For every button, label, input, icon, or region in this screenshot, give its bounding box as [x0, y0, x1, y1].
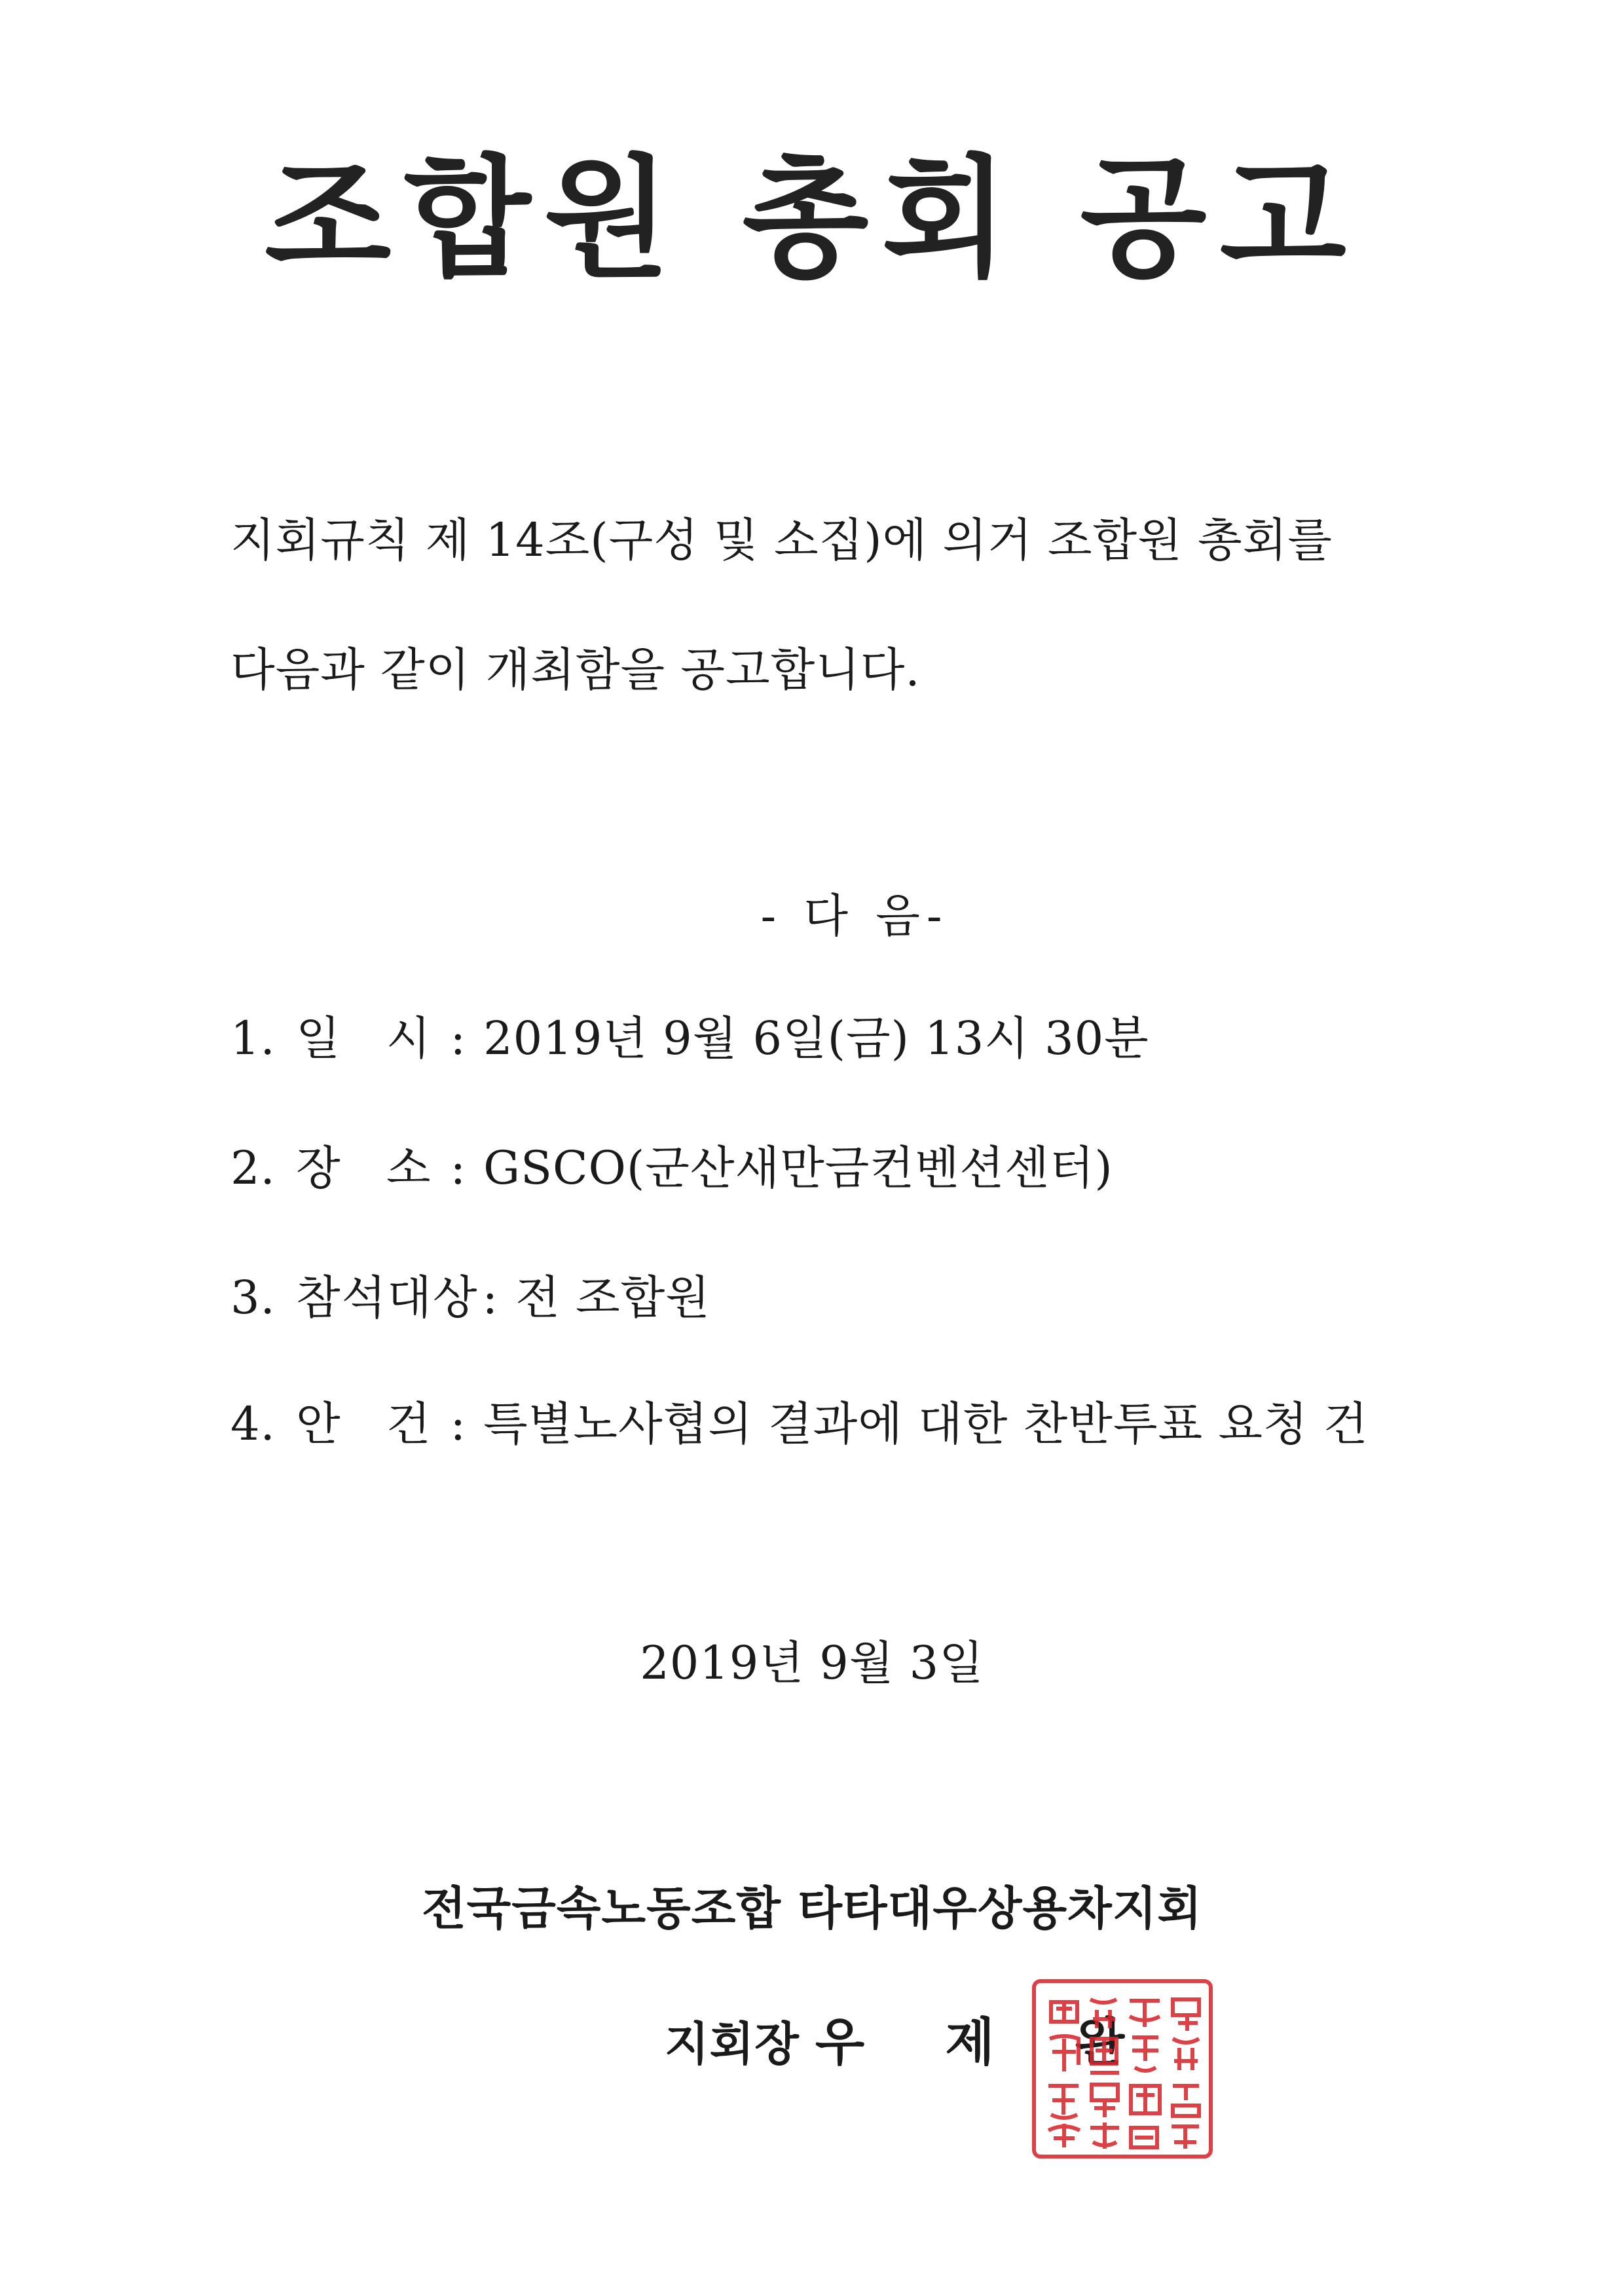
section-heading: - 다 음-: [760, 889, 949, 943]
item-value: 특별노사협의 결과에 대한 찬반투표 요청 건: [483, 1397, 1369, 1451]
agenda-item-venue: [231, 1139, 1113, 1197]
organization-name: 전국금속노동조합 타타대우상용차지회: [422, 1881, 1202, 1935]
item-label: 안 건: [296, 1397, 447, 1451]
agenda-item-datetime: [231, 1009, 1149, 1068]
item-value: 2019년 9월 6일(금) 13시 30분: [483, 1011, 1149, 1065]
item-colon: :: [450, 1397, 467, 1451]
item-number: 1.: [231, 1011, 276, 1065]
document-title: 조합원 총회 공고: [265, 143, 1359, 295]
item-colon: :: [450, 1011, 467, 1065]
item-number: 4.: [231, 1397, 276, 1451]
agenda-item-agenda: [231, 1394, 1369, 1453]
item-label: 장 소: [296, 1141, 447, 1195]
intro-line-1: 지회규칙 제 14조(구성 및 소집)에 의거 조합원 총회를: [231, 513, 1333, 567]
official-seal-icon: [1025, 1971, 1221, 2167]
signatory-title: 지회장: [665, 2016, 800, 2071]
item-colon: :: [450, 1141, 467, 1195]
item-number: 2.: [231, 1141, 276, 1195]
item-number: 3.: [231, 1271, 276, 1324]
signatory-name: 우 제 완: [815, 2013, 1156, 2072]
item-value: 전 조합원: [515, 1271, 710, 1324]
item-label: 일 시: [296, 1011, 447, 1065]
item-value: GSCO(군산새만금컨벤션센터): [483, 1141, 1113, 1195]
item-label: 참석대상: [296, 1271, 479, 1324]
document-date: 2019년 9월 3일: [640, 1636, 984, 1690]
item-colon: :: [482, 1271, 499, 1324]
agenda-item-attendees: [231, 1268, 710, 1327]
intro-line-2: 다음과 같이 개최함을 공고합니다.: [231, 643, 921, 697]
